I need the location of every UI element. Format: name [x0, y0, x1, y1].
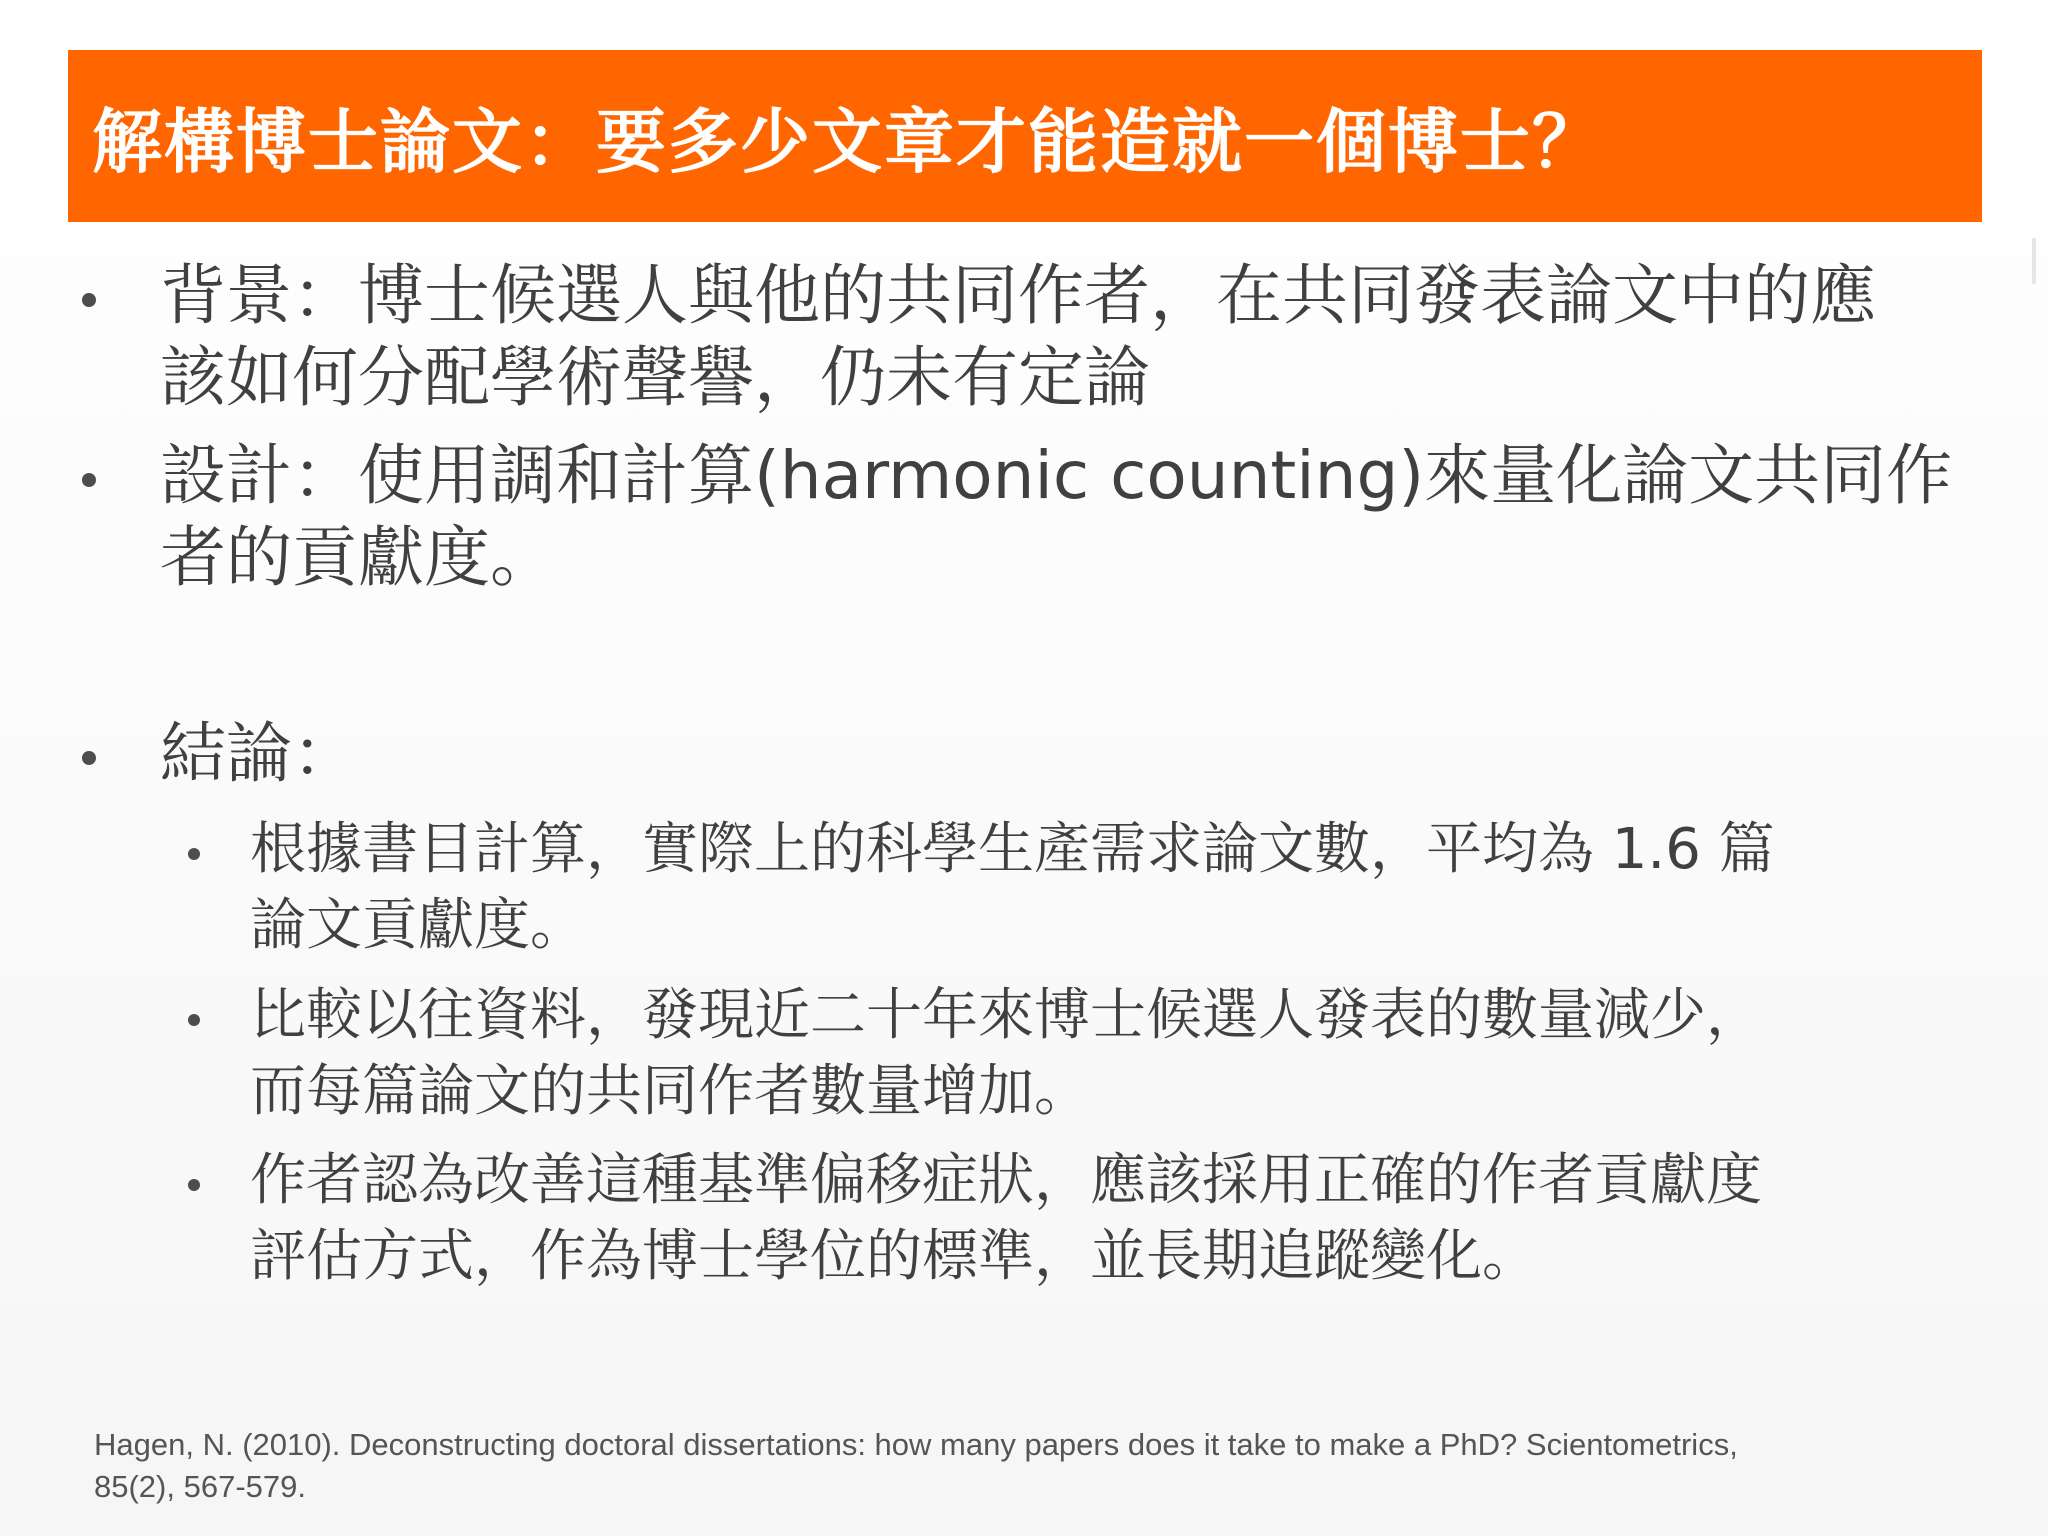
sub-bullet-dot	[188, 1014, 200, 1026]
citation: Hagen, N. (2010). Deconstructing doctoral dissertations: how many papers does it take to make a PhD? Scientometrics, 85(2), 567-579.	[94, 1427, 1738, 1504]
bullet-background	[160, 255, 1876, 419]
sub-bullet-text: 根據書目計算，實際上的科學生產需求論文數，平均為 1.6 篇 論文貢獻度。	[250, 817, 1775, 958]
bullet-design	[160, 435, 1952, 599]
sub-bullet-text: 比較以往資料，發現近二十年來博士候選人發表的數量減少， 而每篇論文的共同作者數量增加。	[250, 983, 1762, 1124]
bullet-text: 結論：	[160, 715, 358, 792]
bullet-dot	[82, 751, 96, 765]
bullet-dot	[82, 473, 96, 487]
sub-bullet-dot	[188, 1179, 200, 1191]
bullet-conclusion	[160, 713, 358, 795]
bullet-text: 背景：博士候選人與他的共同作者，在共同發表論文中的應 該如何分配學術聲譽，仍未有定論	[160, 257, 1876, 416]
sub-bullet-1	[250, 812, 1775, 964]
sub-bullet-2	[250, 978, 1762, 1130]
bullet-dot	[82, 293, 96, 307]
slide-title: 解構博士論文：要多少文章才能造就一個博士？	[92, 100, 1604, 183]
sub-bullet-3	[250, 1143, 1762, 1295]
title-bar	[68, 50, 1982, 222]
edge-mark	[2032, 238, 2036, 284]
sub-bullet-text: 作者認為改善這種基準偏移症狀，應該採用正確的作者貢獻度 評估方式，作為博士學位的標準，並長期追蹤變化。	[250, 1148, 1762, 1289]
bullet-text: 設計：使用調和計算(harmonic counting)來量化論文共同作 者的貢獻度。	[160, 437, 1953, 596]
sub-bullet-dot	[188, 848, 200, 860]
